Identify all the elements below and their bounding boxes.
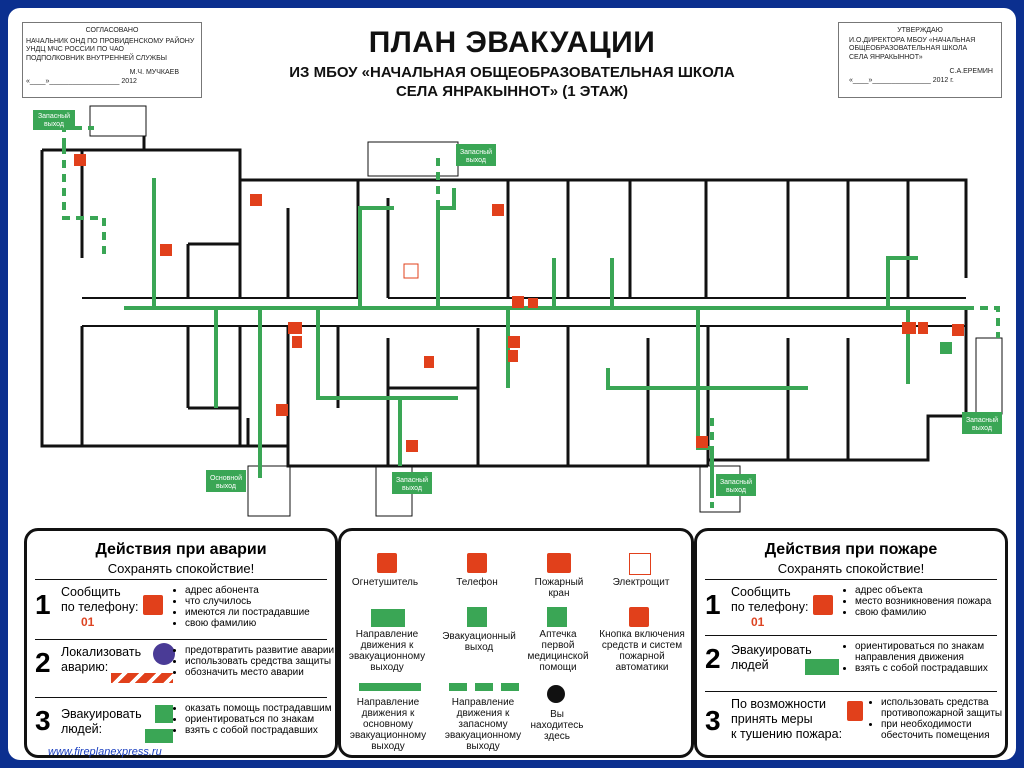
legend-line: основному	[362, 719, 414, 730]
legend-line: Кнопка включения	[599, 629, 685, 640]
exit-direction-icon	[371, 609, 405, 627]
action-line: по телефону:	[61, 600, 139, 614]
legend-line: выходу	[371, 741, 405, 752]
accident-step-2	[35, 643, 335, 693]
fire-extinguisher-icon	[492, 204, 504, 216]
legend-label	[595, 629, 689, 673]
bullet-item: • имеются ли пострадавшие	[185, 607, 335, 618]
phone-number: 01	[751, 615, 765, 629]
fire-extinguisher-icon	[918, 322, 928, 334]
approval-line: НАЧАЛЬНИК ОНД ПО ПРОВИДЕНСКОМУ РАЙОНУ	[26, 37, 195, 45]
approval-title: СОГЛАСОВАНО	[85, 27, 139, 34]
divider	[35, 639, 327, 640]
floor-plan	[8, 8, 1016, 523]
accident-actions-panel	[24, 528, 338, 758]
step-number: 2	[35, 647, 51, 678]
legend-line: первой	[541, 640, 575, 651]
first-aid-icon	[155, 705, 173, 723]
legend-label: Электрощит	[612, 577, 670, 588]
bullet-item: • предотвратить развитие аварии	[185, 645, 335, 656]
fire-step-3	[705, 695, 1003, 751]
legend-line: здесь	[544, 731, 570, 742]
action-line: людей:	[61, 722, 103, 736]
bullet-item: • адрес абонента	[185, 585, 335, 596]
bullet-item: • место возникновения пожара	[855, 596, 1005, 607]
step-bullets	[845, 585, 1005, 618]
approval-date: «____»_______________ 2012 г.	[849, 76, 954, 84]
exit-text: Запасный	[719, 479, 753, 486]
fire-hydrant-icon	[547, 553, 571, 573]
exit-text: Запасный	[395, 477, 429, 484]
fire-alarm-button-icon	[629, 607, 649, 627]
legend-label	[341, 697, 435, 752]
legend-label	[341, 629, 433, 673]
accident-title: Действия при аварии	[95, 541, 267, 558]
legend-line: кран	[548, 588, 570, 599]
exit-text: выход	[972, 425, 992, 432]
exit-text: выход	[726, 487, 746, 494]
fire-extinguisher-icon	[377, 553, 397, 573]
legend-label	[517, 709, 597, 742]
fire-button-icon	[276, 404, 288, 416]
legend-line: автоматики	[615, 662, 669, 673]
phone-icon	[467, 553, 487, 573]
fire-button-icon	[696, 436, 708, 448]
legend-line: средств и систем	[601, 640, 683, 651]
exit-direction-icon	[145, 729, 173, 743]
step-number: 3	[35, 705, 51, 736]
exit-text: Запасный	[965, 417, 999, 424]
approval-title: УТВЕРЖДАЮ	[897, 27, 943, 34]
legend-label: Телефон	[456, 577, 498, 588]
spare-exit-sign-top-left	[33, 110, 75, 130]
you-are-here-icon	[547, 685, 565, 703]
exit-text: выход	[216, 483, 236, 490]
legend-line: движения к	[361, 708, 415, 719]
legend-line: движения к	[360, 640, 414, 651]
legend-line: выходу	[466, 741, 500, 752]
spare-exit-sign-bottom	[392, 472, 432, 494]
accident-subtitle: Сохранять спокойствие!	[107, 561, 255, 576]
legend-line: выход	[464, 642, 494, 653]
exit-text: выход	[466, 157, 486, 164]
legend-line: Эвакуационный	[442, 631, 516, 642]
bullet-item: • свою фамилию	[185, 618, 335, 629]
phone-icon	[143, 595, 163, 615]
fire-button-icon	[406, 440, 418, 452]
bullet-item: • взять с собой пострадавших	[855, 663, 1005, 674]
bullet-item: • взять с собой пострадавших	[185, 725, 335, 736]
step-number: 3	[705, 705, 721, 736]
step-action	[61, 585, 138, 630]
spare-exit-sign-top-center	[456, 144, 496, 166]
hazard-tape-icon	[111, 673, 173, 683]
legend-line: движения к	[456, 708, 510, 719]
exit-text: выход	[402, 485, 422, 492]
spare-exit-sign-right	[962, 412, 1002, 434]
main-route-line-icon	[359, 683, 421, 691]
spare-routes	[64, 128, 998, 508]
action-line: Сообщить	[731, 585, 791, 599]
action-line: По возможности	[731, 697, 827, 711]
walls	[42, 136, 966, 466]
step-action	[731, 697, 842, 742]
bullet-item: • ориентироваться по знакам направления движения	[855, 641, 1005, 663]
action-line: Эвакуировать	[731, 643, 812, 657]
step-action	[61, 645, 141, 675]
legend-line: Вы	[550, 709, 564, 720]
legend-line: Аптечка	[539, 629, 577, 640]
approval-line: ПОДПОЛКОВНИК ВНУТРЕННЕЙ СЛУЖБЫ	[26, 54, 167, 62]
approval-name: М.Ч. МУЧКАЕВ	[129, 69, 179, 76]
legend-panel	[338, 528, 694, 758]
bullet-item: • ориентироваться по знакам	[185, 714, 335, 725]
fire-button-icon	[74, 154, 86, 166]
approval-date: «____»__________________ 2012	[26, 77, 137, 85]
legend-line: Направление	[355, 629, 419, 640]
main-exit-sign	[206, 470, 246, 492]
legend-label	[437, 631, 521, 653]
hydrant-icon	[512, 296, 524, 308]
legend-line: эвакуационному	[349, 730, 427, 741]
bullet-item: • использовать средства противопожарной защиты	[881, 697, 1005, 719]
approval-line: ОБЩЕОБРАЗОВАТЕЛЬНАЯ ШКОЛА	[849, 45, 968, 52]
step-bullets	[871, 697, 1005, 741]
exit-text: Основной	[209, 475, 243, 482]
divider	[705, 635, 997, 636]
action-line: Локализовать	[61, 645, 142, 659]
legend-label	[519, 577, 599, 599]
step-number: 1	[35, 589, 51, 620]
bullet-item: • использовать средства защиты	[185, 656, 335, 667]
stairs	[90, 106, 1002, 516]
fire-title: Действия при пожаре	[764, 541, 938, 558]
exit-text: Запасный	[459, 149, 493, 156]
step-bullets	[845, 641, 1005, 674]
hydrant-icon	[902, 322, 916, 334]
action-line: к тушению пожара:	[731, 727, 843, 741]
fire-extinguisher-icon	[424, 356, 434, 368]
action-line: Сообщить	[61, 585, 121, 599]
bullet-item: • свою фамилию	[855, 607, 1005, 618]
legend-line: эвакуационному	[444, 730, 522, 741]
bullet-item: • что случилось	[185, 596, 335, 607]
subtitle-line-2: СЕЛА ЯНРАКЫННОТ» (1 ЭТАЖ)	[395, 83, 629, 100]
fire-extinguisher-icon	[508, 350, 518, 362]
step-action	[731, 643, 812, 673]
phone-number: 01	[81, 615, 95, 629]
divider	[35, 579, 327, 580]
action-line: принять меры	[731, 712, 813, 726]
legend-line: Направление	[451, 697, 515, 708]
action-line: по телефону:	[731, 600, 809, 614]
first-aid-icon	[547, 607, 567, 627]
fire-extinguisher-icon	[847, 701, 863, 721]
approval-line: СЕЛА ЯНРАКЫННОТ»	[849, 53, 923, 61]
legend-line: выходу	[370, 662, 404, 673]
first-aid-icon	[940, 342, 952, 354]
hydrant-icon	[160, 244, 172, 256]
step-number: 2	[705, 643, 721, 674]
emergency-exit-icon	[467, 607, 487, 627]
fire-step-1	[705, 583, 997, 633]
divider	[35, 697, 327, 698]
bullet-item: • адрес объекта	[855, 585, 1005, 596]
phone-icon	[813, 595, 833, 615]
fire-extinguisher-icon	[292, 336, 302, 348]
hydrant-icon	[288, 322, 302, 334]
exit-direction-icon	[805, 659, 839, 675]
legend-line: эвакуационному	[348, 651, 426, 662]
step-number: 1	[705, 589, 721, 620]
fire-subtitle: Сохранять спокойствие!	[777, 561, 925, 576]
divider	[705, 691, 997, 692]
step-bullets	[175, 703, 335, 736]
exit-text: выход	[44, 121, 64, 128]
approval-name: С.А.ЕРЕМИН	[949, 68, 993, 75]
step-bullets	[175, 585, 335, 629]
legend-line: медицинской	[527, 651, 589, 662]
evacuation-plan-page	[8, 8, 1016, 760]
hydrant-icon	[508, 336, 520, 348]
legend-line: Пожарный	[534, 577, 584, 588]
step-action	[61, 707, 142, 737]
fire-actions-panel	[694, 528, 1008, 758]
action-line: людей	[731, 658, 769, 672]
step-bullets	[175, 645, 335, 678]
footer-url[interactable]: www.fireplanexpress.ru	[48, 746, 162, 758]
spare-route-line-icon	[449, 683, 519, 691]
accident-step-1	[35, 583, 327, 633]
legend-line: находитесь	[530, 720, 584, 731]
action-line: аварию:	[61, 660, 109, 674]
electrical-panel-icon	[629, 553, 651, 575]
exit-text: Запасный	[37, 113, 71, 120]
page-title: ПЛАН ЭВАКУАЦИИ	[368, 26, 656, 59]
legend-label	[517, 629, 599, 673]
subtitle-line-1: ИЗ МБОУ «НАЧАЛЬНАЯ ОБЩЕОБРАЗОВАТЕЛЬНАЯ ШКОЛА	[289, 64, 735, 81]
legend-line: Направление	[356, 697, 420, 708]
fire-extinguisher-icon	[528, 298, 538, 308]
legend-line: запасному	[458, 719, 508, 730]
phone-icon	[250, 194, 262, 206]
legend-line: пожарной	[619, 651, 665, 662]
legend-label: Огнетушитель	[351, 577, 419, 588]
divider	[705, 579, 997, 580]
fire-step-2	[705, 639, 997, 689]
bullet-item: • обозначить место аварии	[185, 667, 335, 678]
evacuation-routes	[124, 178, 966, 498]
legend-line: помощи	[539, 662, 577, 673]
bullet-item: • при необходимости обесточить помещения	[881, 719, 1005, 741]
accident-step-3	[35, 701, 332, 751]
action-line: Эвакуировать	[61, 707, 142, 721]
approval-line: И.О.ДИРЕКТОРА МБОУ «НАЧАЛЬНАЯ	[849, 36, 976, 44]
electrical-panel-icon	[404, 264, 418, 278]
fire-button-icon	[952, 324, 964, 336]
spare-exit-sign-bottom-right	[716, 474, 756, 496]
step-action	[731, 585, 808, 630]
approval-line: УНДЦ МЧС РОССИИ ПО ЧАО	[26, 46, 124, 53]
bullet-item: • оказать помощь пострадавшим	[185, 703, 335, 714]
